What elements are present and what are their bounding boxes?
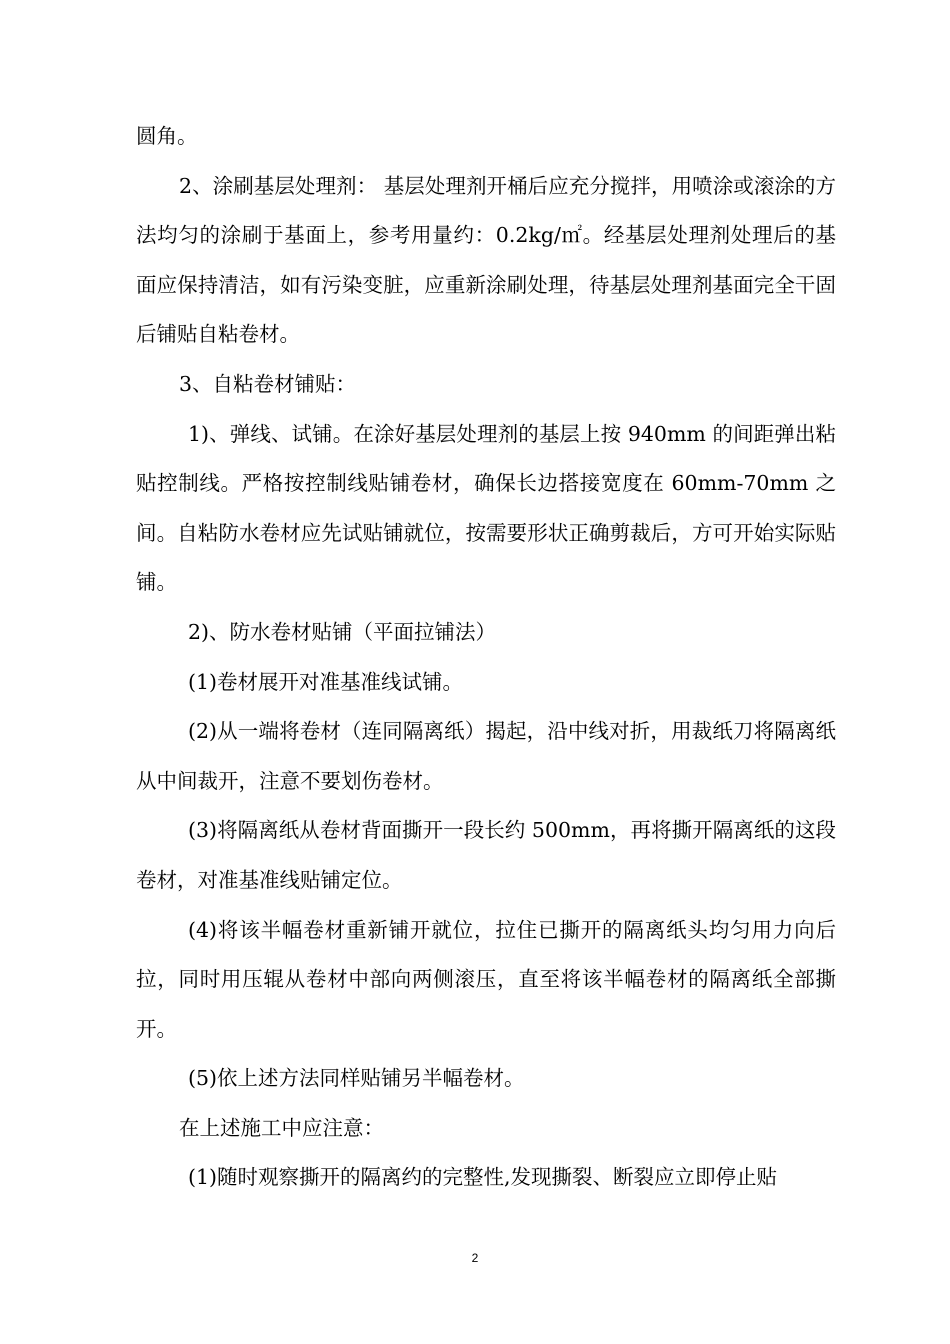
paragraph-10: (5)依上述方法同样贴铺另半幅卷材。 (188, 1066, 525, 1091)
paragraph-9: (4)将该半幅卷材重新铺开就位，拉住已撕开的隔离纸头均匀用力向后拉，同时用压辊从卷材中部向两侧滚压，直至将该半幅卷材的隔离纸全部撕开。 (136, 917, 836, 1041)
paragraph-12: (1)随时观察撕开的隔离约的完整性,发现撕裂、断裂应立即停止贴 (188, 1165, 778, 1190)
paragraph-5: 2)、防水卷材贴铺（平面拉铺法） (188, 619, 497, 644)
paragraph-2: 2、涂刷基层处理剂： 基层处理剂开桶后应充分搅拌，用喷涂或滚涂的方法均匀的涂刷于基面上，参考用量约：0.2kg/㎡。经基层处理剂处理后的基面应保持清洁，如有污染变脏，应重新涂刷处理，待基层处理剂基面完全干固后铺贴自粘卷材。 (136, 173, 836, 347)
paragraph-3: 3、自粘卷材铺贴： (179, 371, 357, 396)
body-text (136, 112, 836, 1203)
page-number: 2 (471, 1251, 479, 1265)
paragraph-8: (3)将隔离纸从卷材背面撕开一段长约 500mm，再将撕开隔离纸的这段卷材，对准基准线贴铺定位。 (136, 818, 836, 892)
paragraph-4: 1)、弹线、试铺。在涂好基层处理剂的基层上按 940mm 的间距弹出粘贴控制线。严格按控制线贴铺卷材，确保长边搭接宽度在 60mm-70mm 之间。自粘防水卷材应先试贴铺就位，按需要形状正确剪裁后，方可开始实际贴铺。 (136, 421, 836, 595)
paragraph-11: 在上述施工中应注意： (179, 1115, 384, 1140)
paragraph-6: (1)卷材展开对准基准线试铺。 (188, 669, 464, 694)
paragraph-7: (2)从一端将卷材（连同隔离纸）揭起，沿中线对折，用裁纸刀将隔离纸从中间裁开，注意不要划伤卷材。 (136, 719, 836, 793)
paragraph-1: 圆角。 (136, 124, 198, 148)
